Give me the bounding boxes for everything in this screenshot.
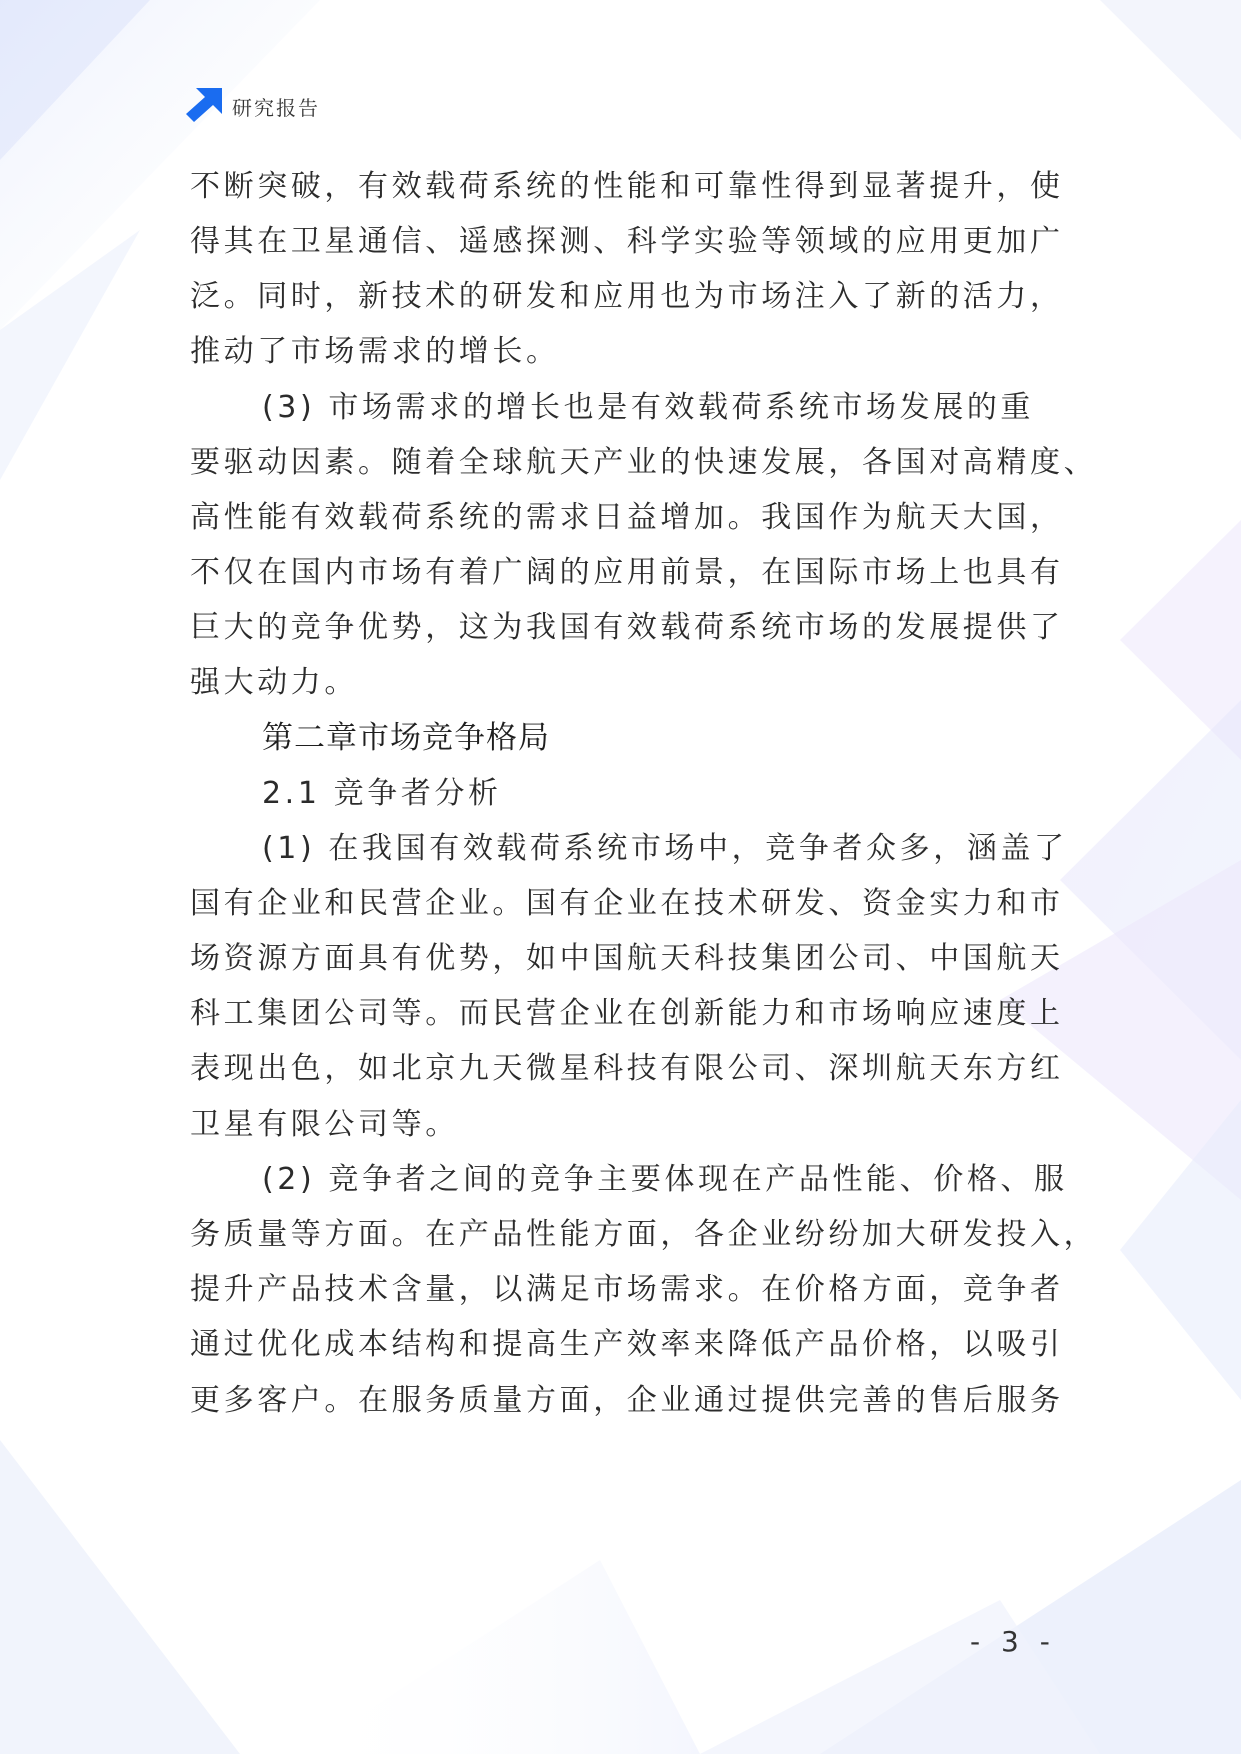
paragraph-first-line: (1) 在我国有效载荷系统市场中，竞争者众多，涵盖了 xyxy=(262,831,1068,866)
body-line: 巨大的竞争优势，这为我国有效载荷系统市场的发展提供了 xyxy=(190,610,1064,645)
body-line: 务质量等方面。在产品性能方面，各企业纷纷加大研发投入， xyxy=(190,1217,1098,1252)
header-title: 研究报告 xyxy=(232,96,320,120)
body-line: 科工集团公司等。而民营企业在创新能力和市场响应速度上 xyxy=(190,996,1064,1031)
page-number: - 3 - xyxy=(970,1625,1056,1658)
body-line: 场资源方面具有优势，如中国航天科技集团公司、中国航天 xyxy=(190,941,1064,976)
body-line: 强大动力。 xyxy=(190,665,358,700)
body-line: 不仅在国内市场有着广阔的应用前景，在国际市场上也具有 xyxy=(190,555,1064,590)
body-line: 卫星有限公司等。 xyxy=(190,1107,459,1142)
chapter-heading: 第二章市场竞争格局 xyxy=(262,720,550,756)
body-line: 更多客户。在服务质量方面，企业通过提供完善的售后服务 xyxy=(190,1383,1064,1418)
body-line: 通过优化成本结构和提高生产效率来降低产品价格，以吸引 xyxy=(190,1327,1064,1362)
body-line: 推动了市场需求的增长。 xyxy=(190,334,560,369)
section-heading: 2.1 竞争者分析 xyxy=(262,776,502,811)
paragraph-first-line: (3) 市场需求的增长也是有效载荷系统市场发展的重 xyxy=(262,390,1035,425)
body-line: 要驱动因素。随着全球航天产业的快速发展，各国对高精度、 xyxy=(190,445,1098,480)
body-line: 提升产品技术含量，以满足市场需求。在价格方面，竞争者 xyxy=(190,1272,1064,1307)
body-line: 不断突破，有效载荷系统的性能和可靠性得到显著提升，使 xyxy=(190,169,1064,204)
body-line: 表现出色，如北京九天微星科技有限公司、深圳航天东方红 xyxy=(190,1051,1064,1086)
body-line: 得其在卫星通信、遥感探测、科学实验等领域的应用更加广 xyxy=(190,224,1064,259)
paragraph-first-line: (2) 竞争者之间的竞争主要体现在产品性能、价格、服 xyxy=(262,1162,1068,1197)
body-line: 国有企业和民营企业。国有企业在技术研发、资金实力和市 xyxy=(190,886,1064,921)
body-line: 泛。同时，新技术的研发和应用也为市场注入了新的活力， xyxy=(190,279,1064,314)
body-line: 高性能有效载荷系统的需求日益增加。我国作为航天大国， xyxy=(190,500,1064,535)
